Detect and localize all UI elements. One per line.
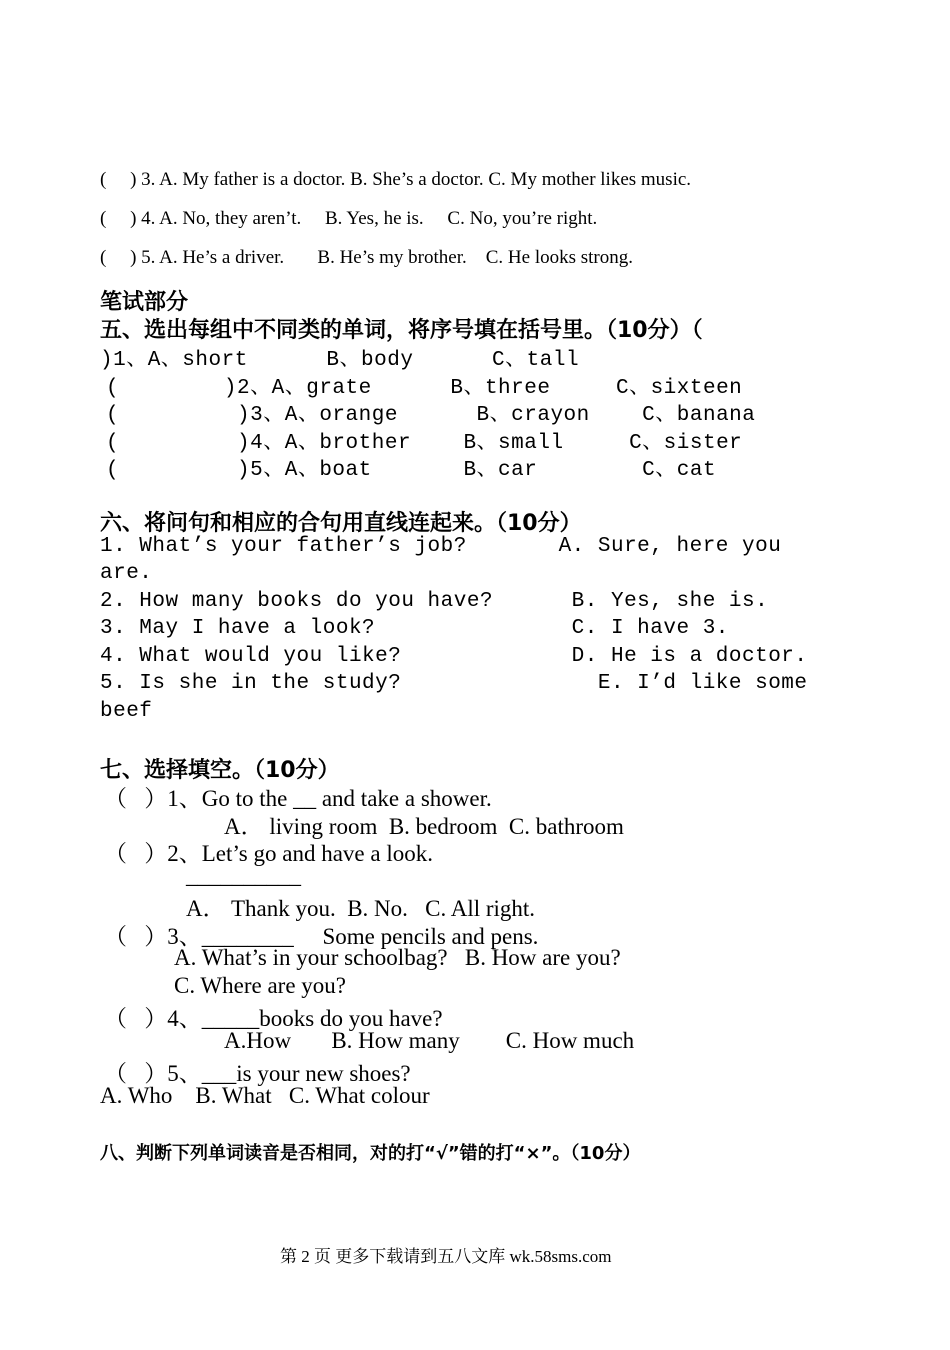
section-7-blank-2: __________	[186, 863, 301, 888]
section-6-line-7: beef	[100, 700, 153, 723]
section-6-line-6: 5. Is she in the study? E. I’d like some	[100, 672, 808, 695]
section-6-line-2: are.	[100, 562, 153, 585]
section-5-item-3: ( )3、A、orange B、crayon C、banana	[106, 404, 756, 427]
written-part-title: 笔试部分	[100, 290, 189, 315]
section-7-options-1: A． living room B. bedroom C. bathroom	[224, 814, 624, 839]
section-7-options-3b: C. Where are you?	[174, 973, 346, 998]
section-7-title: 七、选择填空。（10分）	[100, 758, 340, 783]
section-5-item-5: ( )5、A、boat B、car C、cat	[106, 459, 717, 482]
section-6-title: 六、将问句和相应的合句用直线连起来。（10分）	[100, 511, 582, 536]
section-7-question-3: （ ）3、________ Some pencils and pens.	[104, 924, 539, 949]
section-7-options-4: A.How B. How many C. How much	[224, 1028, 635, 1053]
section-6-line-3: 2. How many books do you have? B. Yes, she is.	[100, 590, 769, 613]
section-6-line-1: 1. What’s your father’s job? A. Sure, here you	[100, 535, 782, 558]
section-8-title: 八、判断下列单词读音是否相同，对的打“√”错的打“×”。（10分）	[100, 1143, 641, 1164]
section-6-line-5: 4. What would you like? D. He is a doctor.	[100, 645, 808, 668]
section-7-question-1: （ ）1、Go to the __ and take a shower.	[104, 786, 492, 811]
section-6-line-4: 3. May I have a look? C. I have 3.	[100, 617, 729, 640]
section-7-question-2: （ ）2、Let’s go and have a look.	[104, 841, 433, 866]
listening-question-5: ( ) 5. A. He’s a driver. B. He’s my brother. C. He looks strong.	[100, 247, 634, 268]
section-5-item-2: ( )2、A、grate B、three C、sixteen	[106, 377, 743, 400]
section-7-options-2: A． Thank you. B. No. C. All right.	[186, 896, 536, 921]
section-5-item-4: ( )4、A、brother B、small C、sister	[106, 432, 743, 455]
section-7-options-5: A. Who B. What C. What colour	[100, 1083, 430, 1108]
listening-question-3: ( ) 3. A. My father is a doctor. B. She’s a doctor. C. My mother likes music.	[100, 169, 692, 190]
listening-question-4: ( ) 4. A. No, they aren’t. B. Yes, he is. C. No, you’re right.	[100, 208, 598, 229]
section-5-title: 五、选出每组中不同类的单词，将序号填在括号里。（10分）（	[100, 318, 703, 343]
section-7-question-4: （ ）4、_____books do you have?	[104, 1006, 443, 1031]
section-7-options-3a: A. What’s in your schoolbag? B. How are you?	[174, 945, 621, 970]
page-footer: 第 2 页 更多下载请到五八文库 wk.58sms.com	[280, 1247, 612, 1266]
section-7-question-5: （ ）5、___is your new shoes?	[104, 1061, 411, 1086]
section-5-item-1: )1、A、short B、body C、tall	[100, 349, 580, 372]
